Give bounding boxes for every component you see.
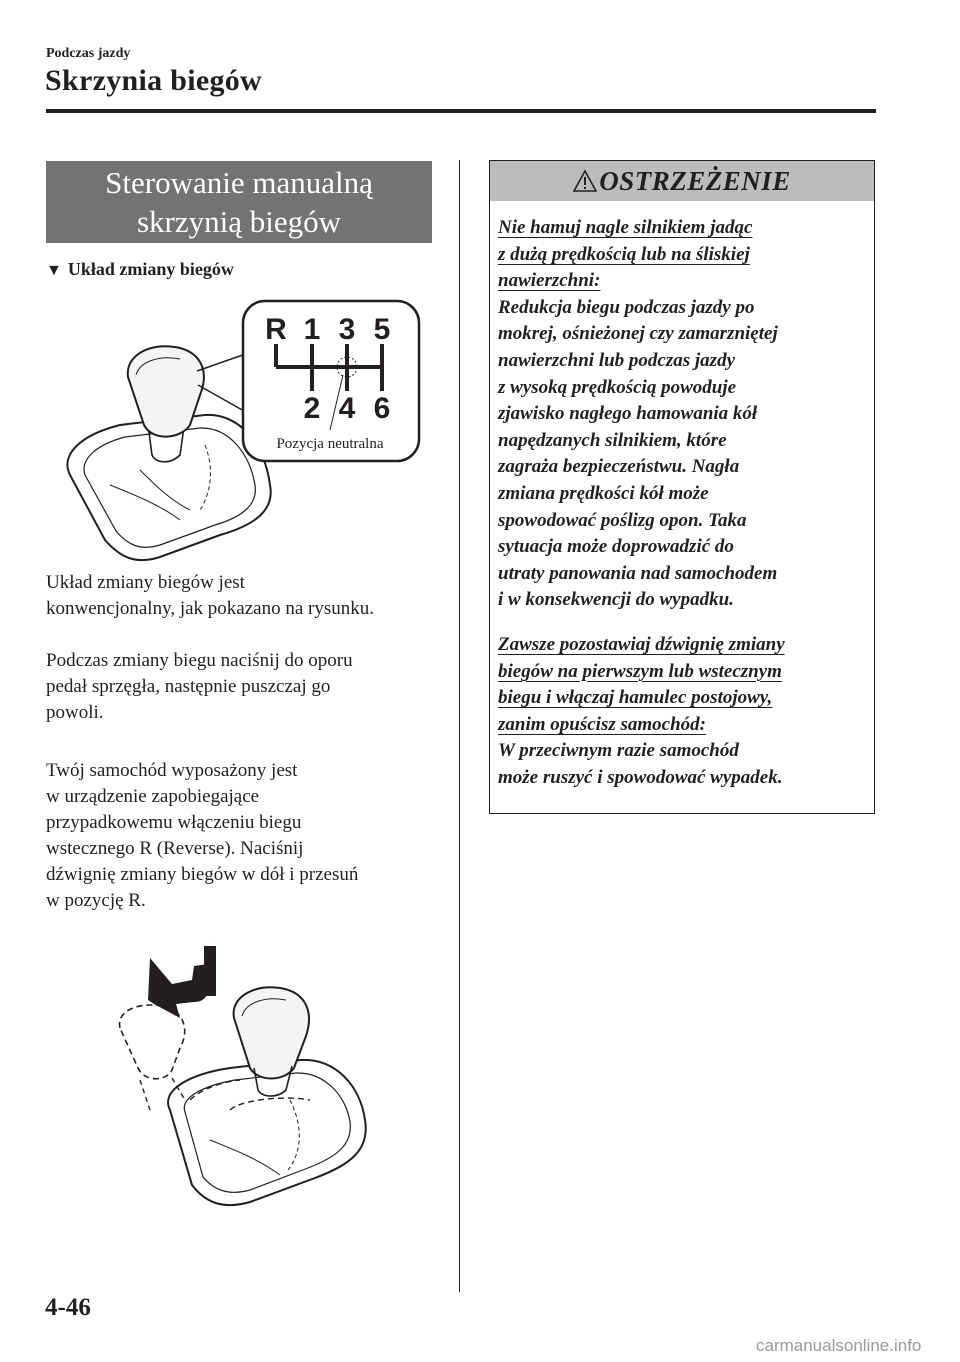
neutral-position-label: Pozycja neutralna: [276, 436, 384, 452]
shift-boot-inner: [84, 428, 255, 547]
section-title-line2: skrzynią biegów: [136, 204, 342, 239]
site-watermark: carmanualsonline.info: [756, 1336, 922, 1355]
gear-label: 1: [303, 313, 321, 346]
column-divider: [459, 160, 460, 1292]
page-number: 4-46: [45, 1294, 91, 1321]
gear-label: 6: [373, 392, 391, 425]
push-down-arrow-icon: [148, 958, 208, 1018]
paragraph-layout: Układ zmiany biegów jest konwencjonalny, jak pokazano na rysunku.: [46, 572, 375, 619]
gear-knob: [234, 987, 309, 1078]
subheading: [46, 259, 234, 280]
triangle-bullet-icon: ▼: [46, 262, 62, 279]
section-title-banner: [46, 161, 432, 243]
section-label: Podczas jazdy: [46, 46, 131, 61]
warning-box: [489, 160, 875, 814]
section-title-line1: Sterowanie manualną: [105, 165, 373, 200]
warning-title: OSTRZEŻENIE: [599, 166, 791, 196]
gear-label: 3: [338, 313, 356, 346]
ghost-knob-dashed: [120, 1005, 185, 1079]
paragraph-clutch: Podczas zmiany biegu naciśnij do oporu pedał sprzęgła, następnie puszczaj go powoli.: [46, 650, 353, 723]
warning-header: [490, 161, 874, 201]
gear-label: 4: [338, 392, 356, 425]
gear-label: 5: [373, 313, 391, 346]
gear-label: 2: [303, 392, 321, 425]
reverse-shift-figure: [110, 940, 390, 1240]
subheading-text: Układ zmiany biegów: [67, 259, 234, 279]
paragraph-reverse: Twój samochód wyposażony jest w urządzenie zapobiegające przypadkowemu włączeniu biegu wstecznego R (Reverse). Naciśnij dźwignię zmiany biegów w dół i przesuń w pozycję R.: [46, 760, 359, 911]
warning-triangle-icon: [573, 169, 597, 198]
gear-shift-pattern-figure: [40, 295, 430, 565]
gear-label: R: [265, 313, 287, 346]
header-rule: [46, 109, 876, 113]
warning-body: Nie hamuj nagle silnikiem jadąc z dużą prędkością lub na śliskiej nawierzchni: Redukcja biegu podczas jazdy po mokrej, ośnieżonej czy zamarzniętej nawierzchni lub podczas jazdy z wysoką prędkością powoduje zjawisko nagłego hamowania kół napędzanych silnikiem, które zagraża bezpieczeństwu. Nagła zmiana prędkości kół może spowodować poślizg opon. Taka sytuacja może doprowadzić do utraty panowania nad samochodem i w konsekwencji do wypadku. Zawsze pozostawiaj dźwignię zmiany biegów na pierwszym lub wstecznym biegu i włączaj hamulec postojowy, zanim opuścisz samochód: W przeciwnym razie samochód może ruszyć i spowodować wypadek.: [498, 217, 785, 788]
chapter-title: Skrzynia biegów: [45, 64, 263, 97]
